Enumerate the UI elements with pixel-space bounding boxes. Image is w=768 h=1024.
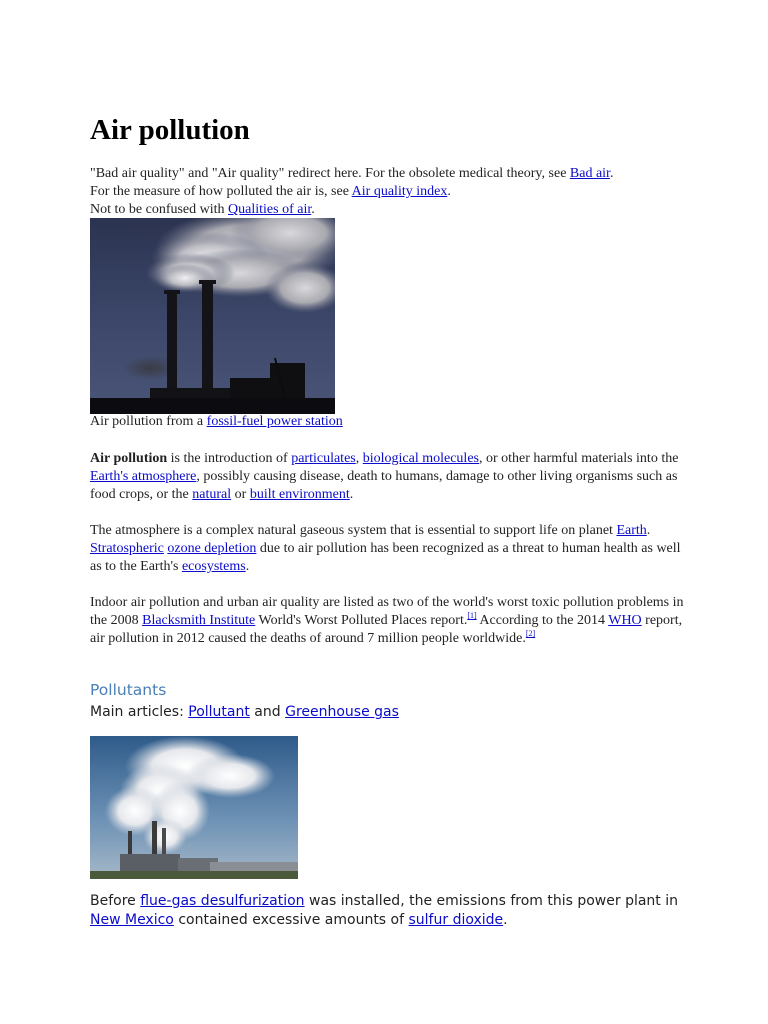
figure2-caption [90, 892, 690, 930]
main-articles-and: and [249, 704, 286, 720]
hatnote-text: "Bad air quality" and "Air quality" redirect here. For the obsolete medical theory, see [90, 166, 570, 181]
link-biological-molecules[interactable]: biological molecules [362, 451, 479, 466]
link-natural[interactable]: natural [192, 487, 232, 502]
intro-paragraph [90, 450, 690, 504]
reference-2[interactable]: [2] [525, 629, 536, 638]
caption-text: was installed, the emissions from this power plant in [304, 893, 678, 909]
hatnote-text: . [447, 184, 451, 199]
section-heading-pollutants: Pollutants [90, 681, 167, 699]
hatnote-aqi [90, 183, 690, 201]
link-ecosystems[interactable]: ecosystems [181, 559, 246, 574]
para-text: According to the 2014 [476, 613, 609, 628]
para-text: . [245, 559, 250, 574]
indoor-pollution-paragraph [90, 594, 690, 648]
para-text: , possibly causing disease, death to humans, damage to other living organisms such as food crops, or the [90, 469, 678, 502]
hatnote-text: For the measure of how polluted the air is, see [90, 184, 352, 199]
link-earth[interactable]: Earth [616, 523, 647, 538]
link-bad-air[interactable]: Bad air [569, 166, 610, 181]
para-text: due to air pollution has been recognized as a threat to human health as well as to the Earth's [90, 541, 681, 574]
hatnote-text: . [609, 166, 614, 181]
link-qualities-of-air[interactable]: Qualities of air [228, 202, 312, 217]
caption-text: contained excessive amounts of [173, 912, 409, 928]
main-articles-note [90, 703, 399, 722]
caption-text: Before [90, 893, 141, 909]
power-station-photo [90, 218, 335, 414]
para-text: The atmosphere is a complex natural gaseous system that is essential to support life on planet [90, 523, 617, 538]
reference-1[interactable]: [1] [467, 611, 477, 620]
hatnote-qualities [90, 201, 690, 219]
link-particulates[interactable]: particulates [291, 451, 356, 466]
para-text: . [646, 523, 651, 538]
link-air-quality-index[interactable]: Air quality index [351, 184, 448, 199]
link-greenhouse-gas[interactable]: Greenhouse gas [285, 704, 399, 720]
link-stratospheric[interactable]: Stratospheric [90, 541, 164, 556]
page-title: Air pollution [90, 114, 250, 146]
link-who[interactable]: WHO [608, 613, 642, 628]
figure1-caption [90, 413, 343, 431]
link-pollutant[interactable]: Pollutant [188, 704, 250, 720]
power-plant-photo [90, 736, 298, 879]
para-text: . [349, 487, 354, 502]
caption-text: Air pollution from a [90, 414, 207, 429]
hatnotes [90, 165, 690, 219]
para-text: Indoor air pollution and urban air quality are listed as two of the world's worst toxic pollution problems in the 2008 [90, 595, 684, 628]
link-ozone-depletion[interactable]: ozone depletion [167, 541, 257, 556]
link-flue-gas-desulfurization[interactable]: flue-gas desulfurization [140, 893, 305, 909]
caption-text: . [503, 912, 508, 928]
link-earths-atmosphere[interactable]: Earth's atmosphere [90, 469, 197, 484]
link-blacksmith-institute[interactable]: Blacksmith Institute [142, 613, 256, 628]
hatnote-bad-air [90, 165, 690, 183]
bold-term: Air pollution [90, 451, 168, 466]
para-text: is the introduction of [167, 451, 292, 466]
link-new-mexico[interactable]: New Mexico [90, 912, 174, 928]
para-text: or [231, 487, 250, 502]
new-mexico-power-plant-image[interactable] [90, 736, 298, 879]
link-built-environment[interactable]: built environment [249, 487, 350, 502]
main-articles-label: Main articles: [90, 704, 189, 720]
atmosphere-paragraph [90, 522, 690, 576]
hatnote-text: . [311, 202, 315, 217]
link-fossil-fuel-power-station[interactable]: fossil-fuel power station [206, 414, 343, 429]
link-sulfur-dioxide[interactable]: sulfur dioxide [408, 912, 504, 928]
para-text: report, air pollution in 2012 caused the deaths of around 7 million people worldwide. [90, 613, 683, 646]
power-station-smoke-image[interactable] [90, 218, 335, 414]
para-text: , [355, 451, 363, 466]
para-text: World's Worst Polluted Places report. [255, 613, 468, 628]
hatnote-text: Not to be confused with [90, 202, 229, 217]
para-text: , or other harmful materials into the [478, 451, 679, 466]
